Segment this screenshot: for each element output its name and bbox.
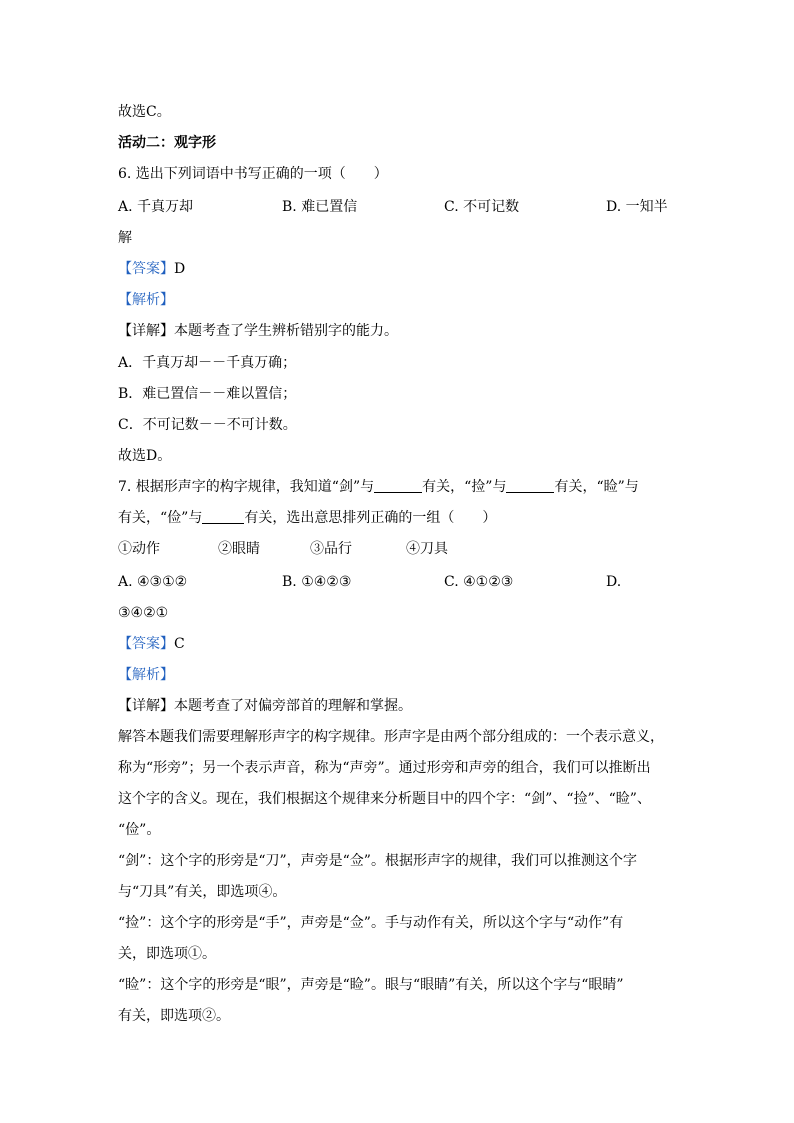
question-7-line2 <box>118 509 496 527</box>
answer-7 <box>118 635 185 653</box>
q6-option-d: D. 一知半 <box>606 199 668 215</box>
explain-c: C．不可记数－－不可计数。 <box>118 417 297 433</box>
question-7-line1 <box>118 478 639 496</box>
detail-tag: 【详解】 <box>118 323 174 339</box>
paragraph-line: 解答本题我们需要理解形声字的构字规律。形声字是由两个部分组成的：一个表示意义， <box>118 729 664 745</box>
q7-meaning-3: ③品行 <box>310 541 352 557</box>
explain-a: A．千真万却－－千真万确； <box>118 355 297 371</box>
fill-blank <box>506 478 554 493</box>
paragraph-line: 关，即选项①。 <box>118 946 216 962</box>
detail-tag: 【详解】 <box>118 698 174 714</box>
conclusion-line: 故选C。 <box>118 104 171 120</box>
q7-text: 有关，选出意思排列正确的一组（ ） <box>244 510 497 526</box>
q7-meaning-1: ①动作 <box>118 541 160 557</box>
paragraph-line: “剑”：这个字的形旁是“刀”，声旁是“佥”。根据形声字的规律，我们可以推测这个字 <box>118 853 637 869</box>
paragraph-line: “俭”。 <box>118 822 161 838</box>
q6-option-d-wrap: 解 <box>118 230 132 246</box>
detail-6 <box>118 322 398 340</box>
section-heading: 活动二：观字形 <box>118 135 216 151</box>
paragraph-line: “睑”：这个字的形旁是“眼”，声旁是“睑”。眼与“眼睛”有关，所以这个字与“眼睛” <box>118 977 624 993</box>
fill-blank <box>374 478 422 493</box>
analysis-tag-7: 【解析】 <box>118 667 174 683</box>
answer-value: C <box>174 636 185 652</box>
answer-6 <box>118 260 185 278</box>
q7-meaning-4: ④刀具 <box>406 541 448 557</box>
paragraph-line: 有关，即选项②。 <box>118 1008 230 1024</box>
paragraph-line: 这个字的含义。现在，我们根据这个规律来分析题目中的四个字：“剑”、“捡”、“睑”、 <box>118 791 651 807</box>
answer-value: D <box>174 261 186 277</box>
question-6: 6. 选出下列词语中书写正确的一项（ ） <box>118 166 388 182</box>
q7-text: 7. 根据形声字的构字规律，我知道“剑”与 <box>118 479 375 495</box>
q7-text: 有关，“睑”与 <box>554 479 639 495</box>
q7-option-b: B. ①④②③ <box>282 574 352 590</box>
paragraph-line: 与“刀具”有关，即选项④。 <box>118 884 287 900</box>
conclusion-6: 故选D。 <box>118 448 172 464</box>
fill-blank <box>202 509 244 524</box>
analysis-tag-6: 【解析】 <box>118 292 174 308</box>
q7-option-d-wrap: ③④②① <box>118 605 169 621</box>
q6-option-b: B. 难已置信 <box>282 199 358 215</box>
q7-option-d: D. <box>606 574 622 590</box>
detail-7 <box>118 697 412 715</box>
answer-tag: 【答案】 <box>118 261 174 277</box>
explain-b: B．难已置信－－难以置信； <box>118 386 297 402</box>
q7-meaning-2: ②眼睛 <box>218 541 260 557</box>
paragraph-line: 称为“形旁”；另一个表示声音，称为“声旁”。通过形旁和声旁的组合，我们可以推断出 <box>118 760 651 776</box>
detail-text: 本题考查了学生辨析错别字的能力。 <box>174 323 398 339</box>
q7-text: 有关，“俭”与 <box>118 510 203 526</box>
q6-option-c: C. 不可记数 <box>444 199 520 215</box>
detail-text: 本题考查了对偏旁部首的理解和掌握。 <box>174 698 412 714</box>
q7-option-a: A. ④③①② <box>118 574 188 590</box>
q7-option-c: C. ④①②③ <box>444 574 514 590</box>
answer-tag: 【答案】 <box>118 636 174 652</box>
q6-option-a: A. 千真万却 <box>118 199 194 215</box>
q7-text: 有关，“捡”与 <box>422 479 507 495</box>
paragraph-line: “捡”：这个字的形旁是“手”，声旁是“佥”。手与动作有关，所以这个字与“动作”有 <box>118 915 624 931</box>
